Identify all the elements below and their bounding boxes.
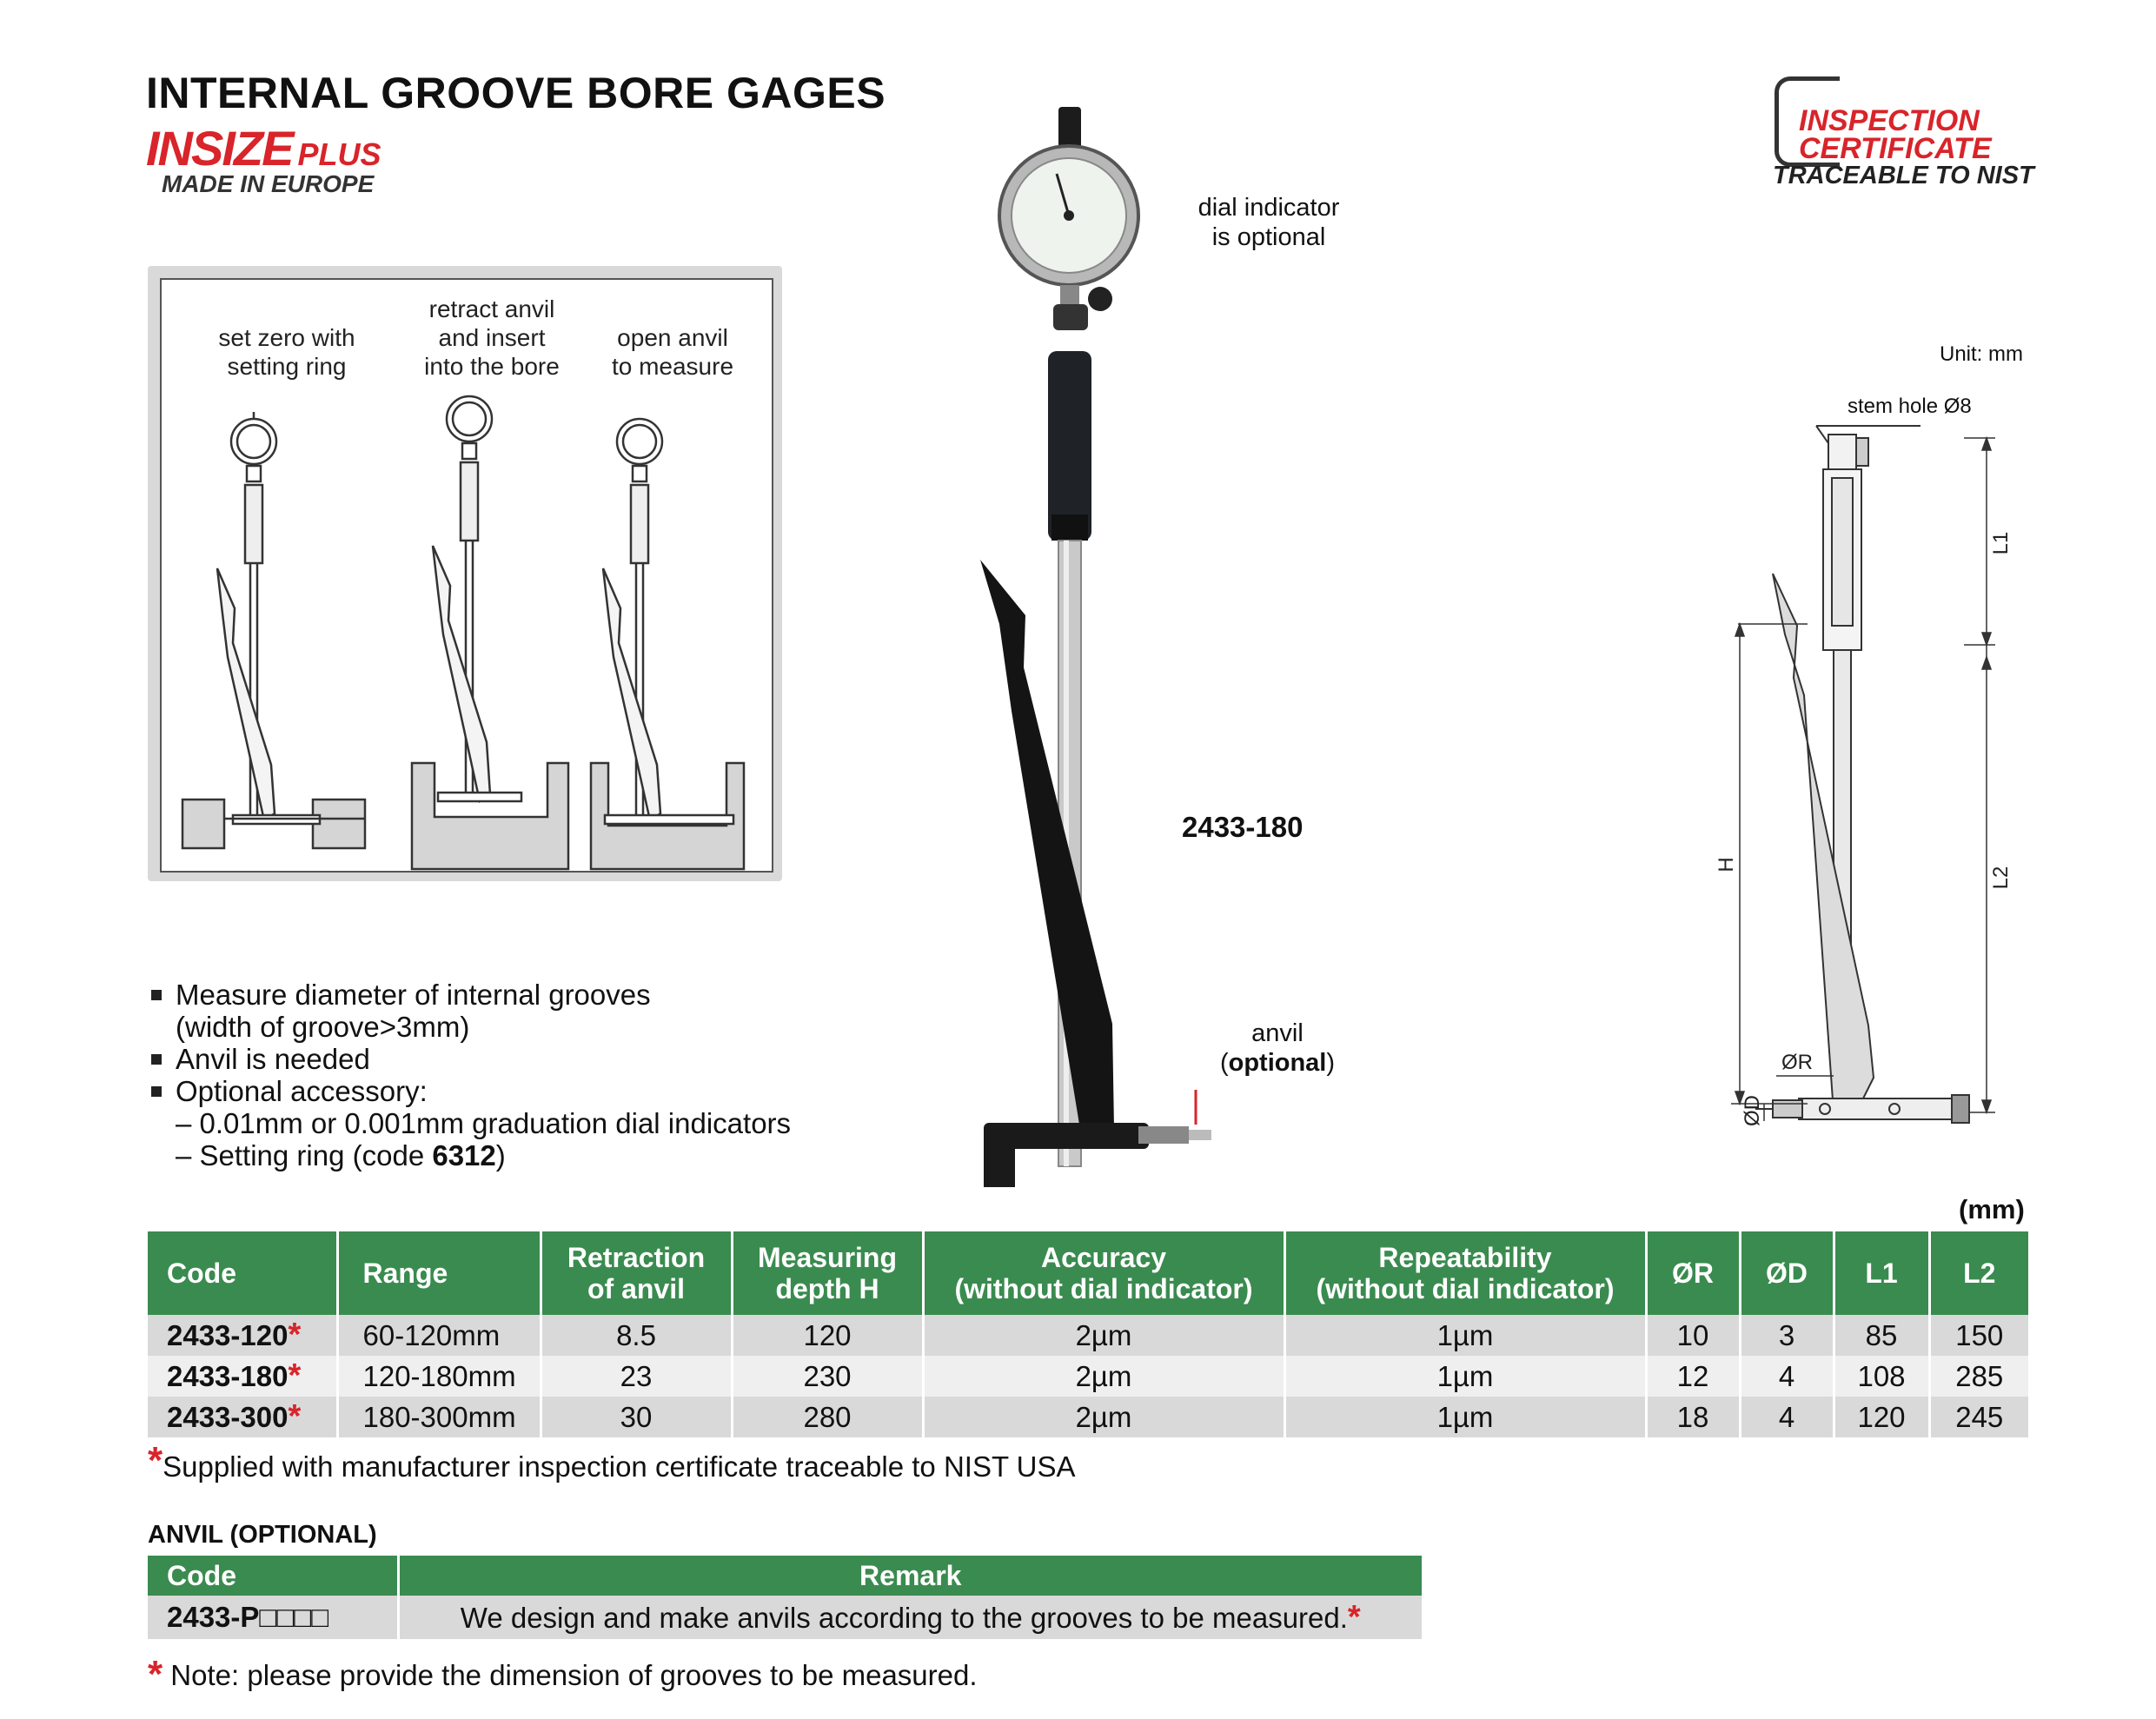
table-header-row <box>148 1231 2028 1315</box>
asterisk-icon: * <box>148 1653 163 1696</box>
table-unit: (mm) <box>1959 1194 2025 1225</box>
feature-item: – Setting ring (code 6312) <box>176 1139 506 1171</box>
step-2-line-2: and insert <box>438 324 546 351</box>
certificate-line2: CERTIFICATE <box>1799 132 1992 165</box>
dim-d-label: ØD <box>1741 1095 1764 1126</box>
technical-drawing <box>1703 417 2051 1165</box>
anvil-callout-optional: optional <box>1228 1049 1327 1077</box>
col-retraction: Retraction of anvil <box>541 1231 732 1315</box>
asterisk-icon: * <box>288 1317 302 1353</box>
dial-callout-line1: dial indicator <box>1197 194 1340 222</box>
anvil-col-code: Code <box>148 1556 398 1596</box>
anvil-col-remark: Remark <box>398 1556 1422 1596</box>
asterisk-icon: * <box>148 1439 163 1482</box>
brand-suffix: PLUS <box>297 136 381 172</box>
dim-h-label: H <box>1715 857 1738 873</box>
step-1-line-2: setting ring <box>227 353 347 380</box>
step-2-line-3: into the bore <box>424 353 560 380</box>
dial-indicator-callout <box>1164 193 1373 252</box>
bullet-icon <box>151 1086 162 1097</box>
spec-table <box>148 1231 2028 1437</box>
dim-r-label: ØR <box>1781 1051 1813 1074</box>
feature-item: – 0.01mm or 0.001mm graduation dial indicators <box>176 1107 792 1139</box>
feature-item: Measure diameter of internal grooves <box>148 979 791 1011</box>
step-2-label <box>396 295 587 381</box>
certificate-line1: INSPECTION <box>1799 104 1980 137</box>
certificate-line3: TRACEABLE TO NIST <box>1773 162 2034 189</box>
brand-tagline: MADE IN EUROPE <box>162 170 375 197</box>
anvil-callout-line1: anvil <box>1251 1019 1304 1047</box>
table-row: 2433-180* 120-180mm 23 230 2µm 1µm 12 4 108 285 <box>148 1356 2028 1397</box>
col-accuracy: Accuracy (without dial indicator) <box>923 1231 1284 1315</box>
bullet-icon <box>151 1054 162 1065</box>
feature-list <box>148 979 791 1171</box>
step-1-line-1: set zero with <box>218 324 355 351</box>
col-repeatability: Repeatability (without dial indicator) <box>1284 1231 1646 1315</box>
bottom-note: * Note: please provide the dimension of grooves to be measured. <box>148 1653 978 1696</box>
anvil-heading: ANVIL (OPTIONAL) <box>148 1521 377 1549</box>
col-r: ØR <box>1646 1231 1740 1315</box>
brand-name: INSIZE <box>146 121 293 176</box>
step-3-line-2: to measure <box>611 353 734 380</box>
anvil-callout-line2 <box>1182 1048 1373 1078</box>
dial-callout-line2: is optional <box>1211 223 1326 251</box>
step-2-line-1: retract anvil <box>428 295 555 322</box>
anvil-header-row <box>148 1556 1422 1596</box>
step-3-line-1: open anvil <box>617 324 728 351</box>
asterisk-icon: * <box>288 1357 302 1394</box>
page-title: INTERNAL GROOVE BORE GAGES <box>146 69 886 117</box>
table-row: 2433-P□□□□ We design and make anvils according to the grooves to be measured.* <box>148 1596 1422 1639</box>
anvil-callout-paren-open: ( <box>1219 1049 1229 1077</box>
table-row: 2433-300* 180-300mm 30 280 2µm 1µm 18 4 120 245 <box>148 1397 2028 1437</box>
asterisk-icon: * <box>288 1398 302 1435</box>
step-3-label <box>577 323 768 381</box>
table-row: 2433-120* 60-120mm 8.5 120 2µm 1µm 10 3 85 150 <box>148 1315 2028 1356</box>
anvil-callout-paren-close: ) <box>1326 1049 1336 1077</box>
feature-item: Optional accessory: <box>148 1075 791 1107</box>
brand-logo <box>146 120 381 176</box>
col-range: Range <box>337 1231 541 1315</box>
col-l1: L1 <box>1834 1231 1929 1315</box>
col-depth: Measuring depth H <box>732 1231 923 1315</box>
asterisk-icon: * <box>1347 1598 1361 1636</box>
diagram-unit: Unit: mm <box>1940 342 2023 366</box>
usage-steps-illustration <box>160 400 770 869</box>
col-code: Code <box>148 1231 337 1315</box>
diagram-stem-hole: stem hole Ø8 <box>1848 395 1972 418</box>
dim-l2-label: L2 <box>1989 866 2013 890</box>
feature-item: (width of groove>3mm) <box>176 1011 470 1043</box>
step-1-label <box>191 323 382 381</box>
anvil-callout <box>1182 1019 1373 1078</box>
col-l2: L2 <box>1929 1231 2028 1315</box>
feature-item: Anvil is needed <box>148 1043 791 1075</box>
model-label: 2433-180 <box>1182 811 1304 843</box>
bullet-icon <box>151 990 162 1000</box>
dim-l1-label: L1 <box>1989 531 2013 555</box>
supplied-footnote: *Supplied with manufacturer inspection certificate traceable to NIST USA <box>148 1439 1076 1483</box>
col-d: ØD <box>1740 1231 1834 1315</box>
anvil-table <box>148 1556 1422 1639</box>
